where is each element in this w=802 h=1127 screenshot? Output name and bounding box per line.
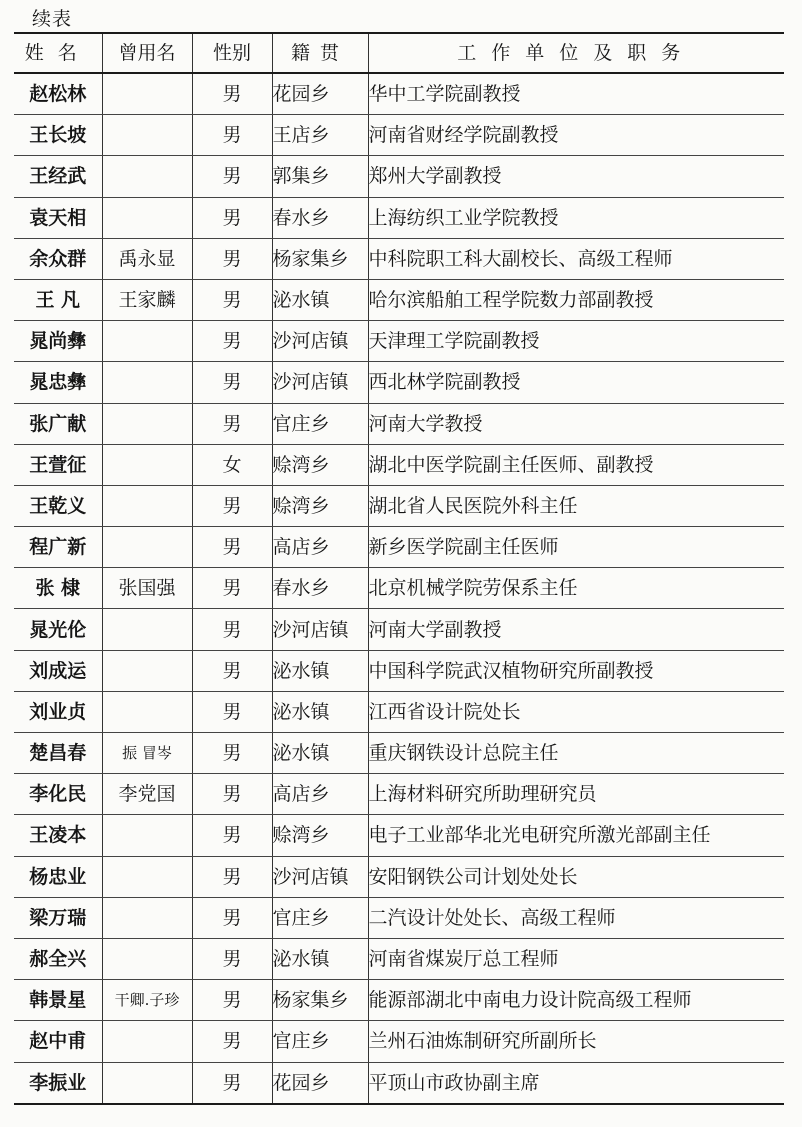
table-row xyxy=(14,897,784,938)
header-sex: 性别 xyxy=(192,33,272,73)
cell-alias: 李党国 xyxy=(102,774,192,815)
cell-sex: 男 xyxy=(192,485,272,526)
continued-label: 续表 xyxy=(32,8,73,30)
table-row xyxy=(14,774,784,815)
cell-alias: 振 冒岑 xyxy=(102,733,192,774)
cell-job: 湖北省人民医院外科主任 xyxy=(368,485,784,526)
cell-sex: 男 xyxy=(192,321,272,362)
table-row xyxy=(14,321,784,362)
cell-job: 上海材料研究所助理研究员 xyxy=(368,774,784,815)
cell-alias xyxy=(102,938,192,979)
cell-job: 电子工业部华北光电研究所激光部副主任 xyxy=(368,815,784,856)
cell-origin: 沙河店镇 xyxy=(272,609,368,650)
cell-alias: 禹永显 xyxy=(102,238,192,279)
cell-sex: 男 xyxy=(192,1062,272,1104)
cell-origin: 官庄乡 xyxy=(272,897,368,938)
table-body xyxy=(14,73,784,1104)
cell-name: 王经武 xyxy=(14,156,102,197)
cell-job: 湖北中医学院副主任医师、副教授 xyxy=(368,444,784,485)
cell-origin: 杨家集乡 xyxy=(272,238,368,279)
cell-sex: 男 xyxy=(192,980,272,1021)
cell-sex: 男 xyxy=(192,856,272,897)
cell-job: 中科院职工科大副校长、高级工程师 xyxy=(368,238,784,279)
cell-job: 二汽设计处处长、高级工程师 xyxy=(368,897,784,938)
cell-alias xyxy=(102,197,192,238)
table-row xyxy=(14,733,784,774)
table-row xyxy=(14,485,784,526)
cell-alias xyxy=(102,527,192,568)
cell-name: 赵松林 xyxy=(14,73,102,115)
cell-origin: 杨家集乡 xyxy=(272,980,368,1021)
cell-name: 晁忠彝 xyxy=(14,362,102,403)
cell-job: 平顶山市政协副主席 xyxy=(368,1062,784,1104)
table-row xyxy=(14,73,784,115)
table-row xyxy=(14,156,784,197)
cell-job: 北京机械学院劳保系主任 xyxy=(368,568,784,609)
cell-job: 河南省财经学院副教授 xyxy=(368,115,784,156)
cell-sex: 男 xyxy=(192,897,272,938)
cell-name: 杨忠业 xyxy=(14,856,102,897)
cell-alias xyxy=(102,362,192,403)
cell-alias xyxy=(102,444,192,485)
cell-name: 晁尚彝 xyxy=(14,321,102,362)
cell-sex: 男 xyxy=(192,815,272,856)
table-row xyxy=(14,568,784,609)
cell-alias xyxy=(102,156,192,197)
table-row xyxy=(14,980,784,1021)
cell-job: 上海纺织工业学院教授 xyxy=(368,197,784,238)
table-row xyxy=(14,197,784,238)
cell-origin: 赊湾乡 xyxy=(272,444,368,485)
cell-job: 重庆钢铁设计总院主任 xyxy=(368,733,784,774)
cell-job: 西北林学院副教授 xyxy=(368,362,784,403)
cell-sex: 男 xyxy=(192,609,272,650)
cell-origin: 春水乡 xyxy=(272,568,368,609)
table-row xyxy=(14,1021,784,1062)
cell-alias xyxy=(102,1021,192,1062)
cell-job: 天津理工学院副教授 xyxy=(368,321,784,362)
cell-alias xyxy=(102,815,192,856)
cell-alias xyxy=(102,856,192,897)
cell-origin: 赊湾乡 xyxy=(272,485,368,526)
cell-alias xyxy=(102,73,192,115)
cell-sex: 男 xyxy=(192,1021,272,1062)
header-name: 姓名 xyxy=(14,33,102,73)
cell-origin: 春水乡 xyxy=(272,197,368,238)
cell-sex: 男 xyxy=(192,279,272,320)
cell-job: 哈尔滨船舶工程学院数力部副教授 xyxy=(368,279,784,320)
cell-sex: 男 xyxy=(192,527,272,568)
cell-sex: 女 xyxy=(192,444,272,485)
cell-name: 晁光伦 xyxy=(14,609,102,650)
cell-alias xyxy=(102,485,192,526)
cell-alias xyxy=(102,403,192,444)
table-row xyxy=(14,238,784,279)
cell-name: 张 棣 xyxy=(14,568,102,609)
cell-name: 赵中甫 xyxy=(14,1021,102,1062)
cell-origin: 花园乡 xyxy=(272,1062,368,1104)
cell-origin: 花园乡 xyxy=(272,73,368,115)
cell-origin: 泌水镇 xyxy=(272,938,368,979)
table-row xyxy=(14,115,784,156)
cell-alias: 干卿.子珍 xyxy=(102,980,192,1021)
cell-job: 中国科学院武汉植物研究所副教授 xyxy=(368,650,784,691)
table-row xyxy=(14,938,784,979)
table-header-row xyxy=(14,33,784,73)
personnel-table xyxy=(14,32,784,1105)
cell-alias xyxy=(102,609,192,650)
cell-sex: 男 xyxy=(192,650,272,691)
cell-name: 余众群 xyxy=(14,238,102,279)
table-row xyxy=(14,279,784,320)
cell-origin: 沙河店镇 xyxy=(272,362,368,403)
cell-name: 王 凡 xyxy=(14,279,102,320)
cell-job: 江西省设计院处长 xyxy=(368,691,784,732)
cell-origin: 高店乡 xyxy=(272,527,368,568)
cell-sex: 男 xyxy=(192,197,272,238)
cell-job: 能源部湖北中南电力设计院高级工程师 xyxy=(368,980,784,1021)
cell-name: 李化民 xyxy=(14,774,102,815)
cell-job: 河南省煤炭厅总工程师 xyxy=(368,938,784,979)
cell-sex: 男 xyxy=(192,73,272,115)
cell-sex: 男 xyxy=(192,362,272,403)
cell-alias xyxy=(102,321,192,362)
cell-name: 郝全兴 xyxy=(14,938,102,979)
table-row xyxy=(14,609,784,650)
cell-name: 王凌本 xyxy=(14,815,102,856)
table-row xyxy=(14,856,784,897)
cell-name: 梁万瑞 xyxy=(14,897,102,938)
cell-job: 华中工学院副教授 xyxy=(368,73,784,115)
cell-job: 河南大学副教授 xyxy=(368,609,784,650)
cell-job: 郑州大学副教授 xyxy=(368,156,784,197)
table-row xyxy=(14,650,784,691)
cell-name: 王萱征 xyxy=(14,444,102,485)
cell-name: 刘成运 xyxy=(14,650,102,691)
cell-origin: 沙河店镇 xyxy=(272,321,368,362)
cell-sex: 男 xyxy=(192,115,272,156)
table-row xyxy=(14,362,784,403)
header-alias: 曾用名 xyxy=(102,33,192,73)
cell-alias xyxy=(102,115,192,156)
cell-alias: 王家麟 xyxy=(102,279,192,320)
cell-origin: 王店乡 xyxy=(272,115,368,156)
header-origin: 籍贯 xyxy=(272,33,368,73)
cell-name: 韩景星 xyxy=(14,980,102,1021)
cell-origin: 官庄乡 xyxy=(272,1021,368,1062)
cell-origin: 泌水镇 xyxy=(272,650,368,691)
cell-job: 兰州石油炼制研究所副所长 xyxy=(368,1021,784,1062)
table-row xyxy=(14,527,784,568)
cell-name: 程广新 xyxy=(14,527,102,568)
table-row xyxy=(14,1062,784,1104)
cell-alias xyxy=(102,897,192,938)
cell-origin: 泌水镇 xyxy=(272,691,368,732)
cell-origin: 泌水镇 xyxy=(272,279,368,320)
cell-name: 刘业贞 xyxy=(14,691,102,732)
cell-sex: 男 xyxy=(192,774,272,815)
table-row xyxy=(14,403,784,444)
header-job: 工作单位及职务 xyxy=(368,33,784,73)
cell-origin: 郭集乡 xyxy=(272,156,368,197)
cell-name: 张广献 xyxy=(14,403,102,444)
cell-origin: 泌水镇 xyxy=(272,733,368,774)
cell-origin: 官庄乡 xyxy=(272,403,368,444)
table-row xyxy=(14,815,784,856)
table-row xyxy=(14,691,784,732)
cell-sex: 男 xyxy=(192,238,272,279)
cell-sex: 男 xyxy=(192,691,272,732)
cell-alias xyxy=(102,691,192,732)
cell-name: 楚昌春 xyxy=(14,733,102,774)
cell-origin: 高店乡 xyxy=(272,774,368,815)
cell-sex: 男 xyxy=(192,733,272,774)
cell-sex: 男 xyxy=(192,568,272,609)
cell-job: 安阳钢铁公司计划处处长 xyxy=(368,856,784,897)
cell-origin: 赊湾乡 xyxy=(272,815,368,856)
cell-origin: 沙河店镇 xyxy=(272,856,368,897)
cell-sex: 男 xyxy=(192,403,272,444)
cell-alias xyxy=(102,650,192,691)
cell-name: 王长坡 xyxy=(14,115,102,156)
cell-name: 李振业 xyxy=(14,1062,102,1104)
cell-name: 袁天相 xyxy=(14,197,102,238)
cell-sex: 男 xyxy=(192,156,272,197)
cell-job: 河南大学教授 xyxy=(368,403,784,444)
cell-sex: 男 xyxy=(192,938,272,979)
cell-name: 王乾义 xyxy=(14,485,102,526)
table-row xyxy=(14,444,784,485)
cell-job: 新乡医学院副主任医师 xyxy=(368,527,784,568)
cell-alias: 张国强 xyxy=(102,568,192,609)
cell-alias xyxy=(102,1062,192,1104)
